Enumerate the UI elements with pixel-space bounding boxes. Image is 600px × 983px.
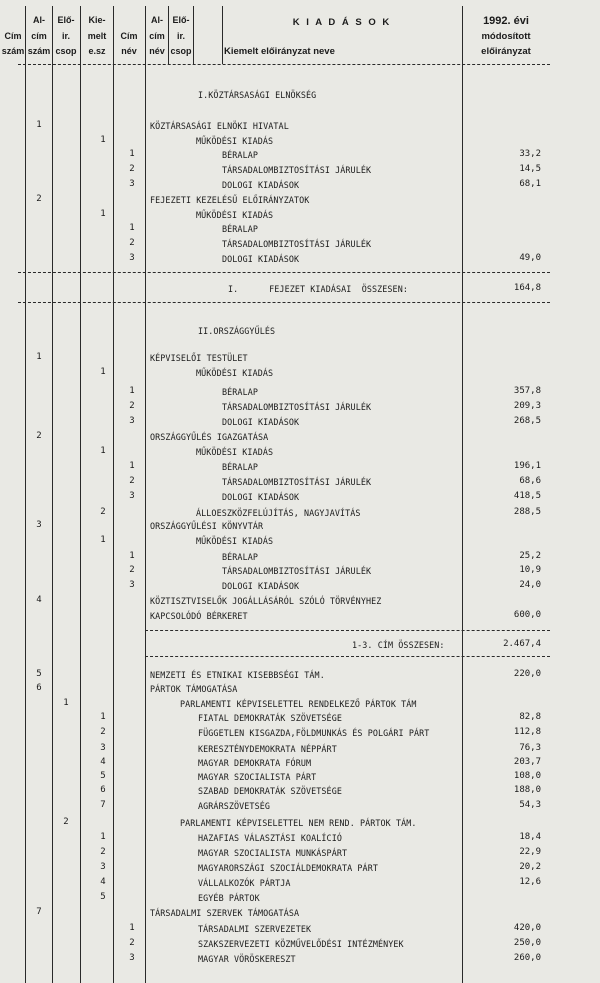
row-amount: 49,0: [519, 253, 541, 263]
row-label: FÜGGETLEN KISGAZDA,FÖLDMUNKÁS ÉS POLGÁRI PÁRT: [198, 728, 430, 738]
row-code-kiemelt: 3: [129, 580, 135, 590]
row-amount: 18,4: [519, 832, 541, 842]
table-title: K I A D Á S O K: [292, 17, 392, 28]
column-rule: [25, 6, 26, 983]
column-rule: [80, 6, 81, 983]
row-amount: 164,8: [513, 283, 541, 293]
column-rule: [462, 6, 463, 983]
row-code-kiemelt: 1: [129, 923, 135, 933]
row-label: AGRÁRSZÖVETSÉG: [198, 801, 270, 811]
row-label: II.ORSZÁGGYŰLÉS: [198, 326, 276, 336]
row-amount: 188,0: [513, 785, 541, 795]
row-label: DOLOGI KIADÁSOK: [222, 180, 300, 190]
row-label: TÁRSADALOMBIZTOSÍTÁSI JÁRULÉK: [222, 239, 372, 249]
row-label: MŰKÖDÉSI KIADÁS: [196, 447, 274, 457]
row-amount: 268,5: [513, 416, 541, 426]
name-column-header: Kiemelt előirányzat neve: [224, 46, 335, 57]
row-code-cim: 5: [36, 669, 42, 679]
row-code-eloir: 6: [100, 785, 106, 795]
row-code-kiemelt: 1: [129, 386, 135, 396]
row-amount: 76,3: [519, 743, 541, 753]
row-label: MŰKÖDÉSI KIADÁS: [196, 210, 274, 220]
column-header-label: csop: [170, 46, 192, 56]
row-label: ORSZÁGGYŰLÉSI KÖNYVTÁR: [150, 521, 264, 531]
row-code-kiemelt: 1: [129, 461, 135, 471]
row-code-eloir: 3: [100, 862, 106, 872]
row-code-kiemelt: 1: [129, 149, 135, 159]
row-code-eloir: 1: [100, 712, 106, 722]
row-code-kiemelt: 2: [129, 164, 135, 174]
header-bottom-rule: [18, 64, 550, 65]
row-label: DOLOGI KIADÁSOK: [222, 417, 300, 427]
column-header-label: név: [149, 46, 165, 56]
row-label: NEMZETI ÉS ETNIKAI KISEBBSÉGI TÁM.: [150, 670, 325, 680]
row-code-kiemelt: 3: [129, 491, 135, 501]
row-label: DOLOGI KIADÁSOK: [222, 254, 300, 264]
row-label: KÖZTISZTVISELŐK JOGÁLLÁSÁRÓL SZÓLÓ TÖRVÉNYHEZ: [150, 596, 382, 606]
row-label: BÉRALAP: [222, 462, 258, 472]
row-code-kiemelt: 2: [129, 938, 135, 948]
row-code-kiemelt: 1: [129, 551, 135, 561]
row-label: FEJEZETI KEZELÉSŰ ELŐIRÁNYZATOK: [150, 195, 310, 205]
row-code-eloir: 4: [100, 757, 106, 767]
column-rule: [222, 6, 223, 64]
row-code-alcim: 2: [100, 507, 106, 517]
row-label: HAZAFIAS VÁLASZTÁSI KOALÍCIÓ: [198, 833, 342, 843]
column-header-label: Cím: [4, 31, 22, 41]
row-code-alcim: 1: [100, 367, 106, 377]
row-label: DOLOGI KIADÁSOK: [222, 581, 300, 591]
row-code-alcim: 1: [63, 698, 69, 708]
column-header-label: szám: [1, 46, 25, 56]
row-amount: 288,5: [513, 507, 541, 517]
row-amount: 220,0: [513, 669, 541, 679]
column-header-label: Al-: [151, 15, 163, 25]
section-rule: [18, 272, 550, 273]
row-label: BÉRALAP: [222, 387, 258, 397]
row-code-kiemelt: 3: [129, 253, 135, 263]
row-amount: 420,0: [513, 923, 541, 933]
row-label: KÉPVISELŐI TESTÜLET: [150, 353, 248, 363]
row-label: SZAKSZERVEZETI KÖZMŰVELŐDÉSI INTÉZMÉNYEK: [198, 939, 404, 949]
column-header-label: cím: [149, 31, 165, 41]
row-amount: 112,8: [513, 727, 541, 737]
row-amount: 250,0: [513, 938, 541, 948]
row-amount: 108,0: [513, 771, 541, 781]
row-amount: 2.467,4: [503, 639, 541, 649]
row-code-kiemelt: 2: [129, 476, 135, 486]
row-label: VÁLLALKOZÓK PÁRTJA: [198, 878, 291, 888]
row-amount: 24,0: [519, 580, 541, 590]
row-amount: 54,3: [519, 800, 541, 810]
row-code-kiemelt: 2: [129, 401, 135, 411]
row-amount: 357,8: [513, 386, 541, 396]
row-amount: 209,3: [513, 401, 541, 411]
row-amount: 196,1: [513, 461, 541, 471]
column-header-label: Elő-: [172, 15, 190, 25]
row-code-kiemelt: 2: [129, 238, 135, 248]
row-amount: 260,0: [513, 953, 541, 963]
column-header-label: csop: [55, 46, 77, 56]
row-amount: 14,5: [519, 164, 541, 174]
row-code-cim: 7: [36, 907, 42, 917]
column-header-label: Kie-: [88, 15, 106, 25]
row-code-alcim: 2: [63, 817, 69, 827]
row-label: PARLAMENTI KÉPVISELETTEL NEM REND. PÁRTOK TÁM.: [180, 818, 417, 828]
row-label: PÁRTOK TÁMOGATÁSA: [150, 684, 238, 694]
row-amount: 82,8: [519, 712, 541, 722]
row-label: KAPCSOLÓDÓ BÉRKERET: [150, 611, 248, 621]
column-header-label: ir.: [61, 31, 71, 41]
column-header-label: Elő-: [57, 15, 75, 25]
row-label: FIATAL DEMOKRATÁK SZÖVETSÉGE: [198, 713, 342, 723]
row-code-kiemelt: 3: [129, 179, 135, 189]
row-label: I. FEJEZET KIADÁSAI ÖSSZESEN:: [228, 284, 408, 294]
row-code-cim: 1: [36, 352, 42, 362]
row-label: I.KÖZTÁRSASÁGI ELNÖKSÉG: [198, 90, 317, 100]
column-header-label: Al-: [33, 15, 45, 25]
column-rule: [168, 6, 169, 64]
row-label: TÁRSADALMI SZERVEZETEK: [198, 924, 312, 934]
row-amount: 600,0: [513, 610, 541, 620]
row-code-alcim: 1: [100, 135, 106, 145]
row-amount: 68,1: [519, 179, 541, 189]
row-code-alcim: 1: [100, 535, 106, 545]
row-label: MAGYAR VÖRÖSKERESZT: [198, 954, 296, 964]
row-label: 1-3. CÍM ÖSSZESEN:: [352, 640, 445, 650]
row-code-kiemelt: 3: [129, 416, 135, 426]
row-code-cim: 3: [36, 520, 42, 530]
row-amount: 22,9: [519, 847, 541, 857]
row-code-kiemelt: 1: [129, 223, 135, 233]
row-label: MŰKÖDÉSI KIADÁS: [196, 536, 274, 546]
amount-header-line-2: módosított: [481, 31, 531, 42]
column-rule: [113, 6, 114, 983]
row-amount: 68,6: [519, 476, 541, 486]
row-label: BÉRALAP: [222, 150, 258, 160]
row-label: EGYÉB PÁRTOK: [198, 893, 260, 903]
row-label: SZABAD DEMOKRATÁK SZÖVETSÉGE: [198, 786, 342, 796]
row-label: BÉRALAP: [222, 224, 258, 234]
row-label: TÁRSADALMI SZERVEK TÁMOGATÁSA: [150, 908, 300, 918]
row-label: MAGYARORSZÁGI SZOCIÁLDEMOKRATA PÁRT: [198, 863, 378, 873]
row-code-kiemelt: 3: [129, 953, 135, 963]
row-amount: 12,6: [519, 877, 541, 887]
row-label: ÁLLOESZKÖZFELÚJÍTÁS, NAGYJAVÍTÁS: [196, 508, 361, 518]
row-label: MAGYAR SZOCIALISTA PÁRT: [198, 772, 317, 782]
column-header-label: cím: [31, 31, 47, 41]
column-header-label: ir.: [176, 31, 186, 41]
row-amount: 33,2: [519, 149, 541, 159]
row-code-alcim: 1: [100, 209, 106, 219]
row-code-eloir: 1: [100, 832, 106, 842]
row-amount: 418,5: [513, 491, 541, 501]
column-rule: [145, 6, 146, 983]
subtotal-rule: [145, 630, 550, 631]
column-header-label: e.sz: [88, 46, 106, 56]
row-label: TÁRSADALOMBIZTOSÍTÁSI JÁRULÉK: [222, 165, 372, 175]
row-code-eloir: 4: [100, 877, 106, 887]
row-code-eloir: 5: [100, 892, 106, 902]
row-code-alcim: 1: [100, 446, 106, 456]
row-label: MAGYAR DEMOKRATA FÓRUM: [198, 758, 312, 768]
row-amount: 10,9: [519, 565, 541, 575]
row-code-cim: 1: [36, 120, 42, 130]
row-code-cim: 2: [36, 431, 42, 441]
column-header-label: név: [121, 46, 137, 56]
row-code-eloir: 2: [100, 847, 106, 857]
column-rule: [52, 6, 53, 983]
row-label: TÁRSADALOMBIZTOSÍTÁSI JÁRULÉK: [222, 477, 372, 487]
row-code-kiemelt: 2: [129, 565, 135, 575]
column-header-label: Cím: [120, 31, 138, 41]
row-label: TÁRSADALOMBIZTOSÍTÁSI JÁRULÉK: [222, 402, 372, 412]
row-amount: 203,7: [513, 757, 541, 767]
row-label: DOLOGI KIADÁSOK: [222, 492, 300, 502]
row-code-cim: 6: [36, 683, 42, 693]
column-header-label: melt: [87, 31, 107, 41]
column-header-label: szám: [27, 46, 51, 56]
section-rule: [18, 302, 550, 303]
row-code-eloir: 5: [100, 771, 106, 781]
row-label: ORSZÁGGYŰLÉS IGAZGATÁSA: [150, 432, 269, 442]
row-label: KÖZTÁRSASÁGI ELNÖKI HIVATAL: [150, 121, 289, 131]
row-amount: 25,2: [519, 551, 541, 561]
row-label: KERESZTÉNYDEMOKRATA NÉPPÁRT: [198, 744, 337, 754]
row-code-eloir: 7: [100, 800, 106, 810]
row-code-cim: 2: [36, 194, 42, 204]
row-label: BÉRALAP: [222, 552, 258, 562]
row-code-eloir: 2: [100, 727, 106, 737]
row-code-cim: 4: [36, 595, 42, 605]
row-code-eloir: 3: [100, 743, 106, 753]
row-label: PARLAMENTI KÉPVISELETTEL RENDELKEZŐ PÁRTOK TÁM: [180, 699, 417, 709]
row-amount: 20,2: [519, 862, 541, 872]
amount-header-line-3: előirányzat: [481, 46, 531, 57]
row-label: MŰKÖDÉSI KIADÁS: [196, 136, 274, 146]
amount-header-line-1: 1992. évi: [483, 15, 529, 27]
row-label: MAGYAR SZOCIALISTA MUNKÁSPÁRT: [198, 848, 348, 858]
column-rule: [193, 6, 194, 64]
subtotal-rule: [145, 656, 550, 657]
row-label: TÁRSADALOMBIZTOSÍTÁSI JÁRULÉK: [222, 566, 372, 576]
row-label: MŰKÖDÉSI KIADÁS: [196, 368, 274, 378]
